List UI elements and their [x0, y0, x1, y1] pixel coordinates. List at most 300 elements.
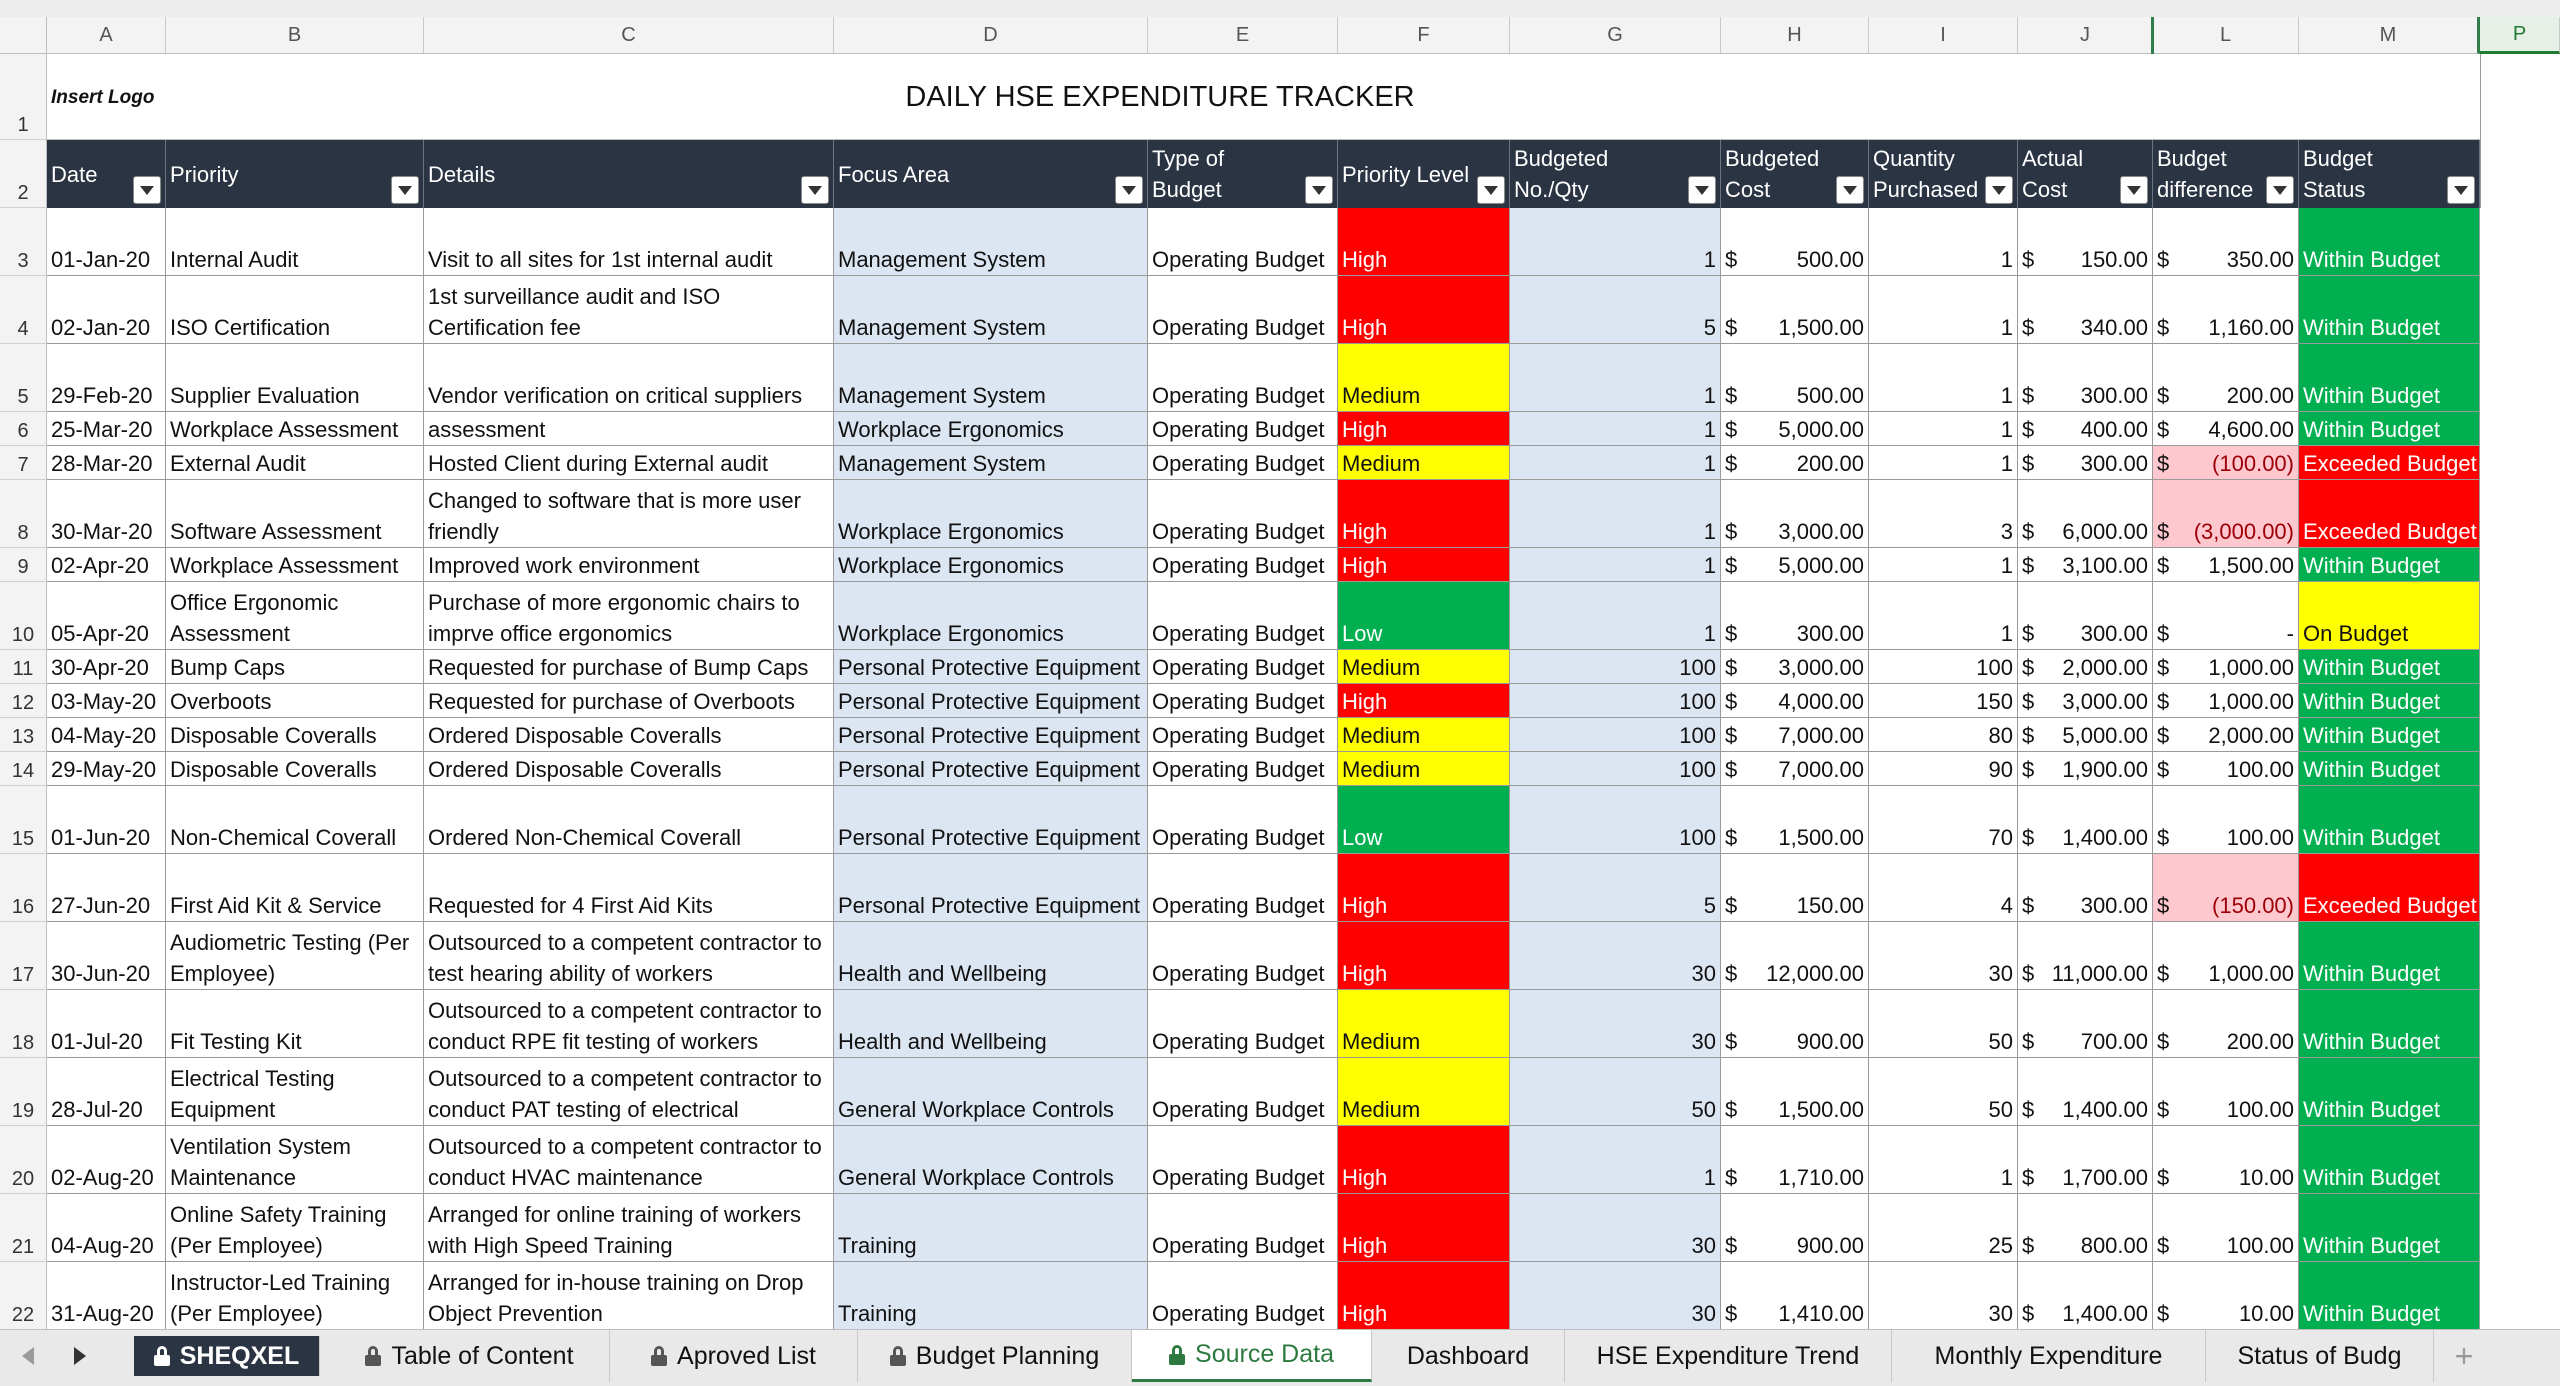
focus-area-cell[interactable]: Health and Wellbeing — [834, 922, 1148, 990]
budgeted-qty-cell[interactable]: 100 — [1510, 752, 1721, 786]
filter-dropdown-icon[interactable] — [1477, 176, 1505, 204]
date-cell[interactable]: 25-Mar-20 — [47, 412, 166, 446]
priority-level-cell[interactable]: Low — [1338, 786, 1510, 854]
priority-cell[interactable]: First Aid Kit & Service — [166, 854, 424, 922]
budgeted-cost-cell[interactable] — [1721, 1058, 1869, 1126]
budgeted-qty-cell[interactable]: 1 — [1510, 208, 1721, 276]
budgeted-qty-cell[interactable]: 1 — [1510, 1126, 1721, 1194]
column-header-priority[interactable] — [166, 140, 424, 208]
budgeted-qty-cell[interactable]: 30 — [1510, 922, 1721, 990]
budgeted-qty-cell[interactable]: 100 — [1510, 786, 1721, 854]
budgeted-cost-cell[interactable] — [1721, 684, 1869, 718]
column-header-p[interactable]: P — [2480, 17, 2560, 54]
budget-type-cell[interactable]: Operating Budget — [1148, 684, 1338, 718]
budgeted-cost-cell[interactable] — [1721, 276, 1869, 344]
quantity-purchased-cell[interactable]: 1 — [1869, 1126, 2018, 1194]
budgeted-cost-cell[interactable] — [1721, 922, 1869, 990]
budgeted-qty-cell[interactable]: 30 — [1510, 1262, 1721, 1329]
details-cell[interactable]: Outsourced to a competent contractor to conduct HVAC maintenance — [424, 1126, 834, 1194]
row-header[interactable]: 16 — [0, 854, 47, 922]
budgeted-qty-cell[interactable]: 5 — [1510, 854, 1721, 922]
priority-cell[interactable]: Overboots — [166, 684, 424, 718]
sheet-tab-sheqxel[interactable] — [134, 1336, 320, 1376]
budget-difference-cell[interactable] — [2153, 480, 2299, 548]
budget-type-cell[interactable]: Operating Budget — [1148, 446, 1338, 480]
focus-area-cell[interactable]: Personal Protective Equipment — [834, 718, 1148, 752]
actual-cost-cell[interactable] — [2018, 650, 2153, 684]
column-header-budgeted-no-qty[interactable] — [1510, 140, 1721, 208]
quantity-purchased-cell[interactable]: 1 — [1869, 276, 2018, 344]
quantity-purchased-cell[interactable]: 90 — [1869, 752, 2018, 786]
date-cell[interactable]: 03-May-20 — [47, 684, 166, 718]
priority-level-cell[interactable]: High — [1338, 1262, 1510, 1329]
budget-type-cell[interactable]: Operating Budget — [1148, 582, 1338, 650]
budgeted-cost-cell[interactable] — [1721, 344, 1869, 412]
filter-dropdown-icon[interactable] — [1985, 176, 2013, 204]
budget-status-cell[interactable]: Exceeded Budget — [2299, 480, 2480, 548]
column-header-i[interactable]: I — [1869, 17, 2018, 54]
date-cell[interactable]: 30-Mar-20 — [47, 480, 166, 548]
column-header-quantity-purchased[interactable] — [1869, 140, 2018, 208]
budgeted-cost-cell[interactable] — [1721, 854, 1869, 922]
budget-difference-cell[interactable] — [2153, 276, 2299, 344]
budget-difference-cell[interactable] — [2153, 684, 2299, 718]
budget-difference-cell[interactable] — [2153, 344, 2299, 412]
actual-cost-cell[interactable] — [2018, 412, 2153, 446]
priority-cell[interactable]: Disposable Coveralls — [166, 752, 424, 786]
date-cell[interactable]: 30-Jun-20 — [47, 922, 166, 990]
sheet-tab-table-of-content[interactable] — [330, 1330, 610, 1382]
focus-area-cell[interactable]: Training — [834, 1262, 1148, 1329]
row-header[interactable]: 12 — [0, 684, 47, 718]
priority-level-cell[interactable]: High — [1338, 1194, 1510, 1262]
details-cell[interactable]: Improved work environment — [424, 548, 834, 582]
priority-level-cell[interactable]: High — [1338, 548, 1510, 582]
column-header-b[interactable]: B — [166, 17, 424, 54]
priority-cell[interactable]: Office Ergonomic Assessment — [166, 582, 424, 650]
budget-difference-cell[interactable] — [2153, 854, 2299, 922]
actual-cost-cell[interactable] — [2018, 752, 2153, 786]
budget-status-cell[interactable]: Within Budget — [2299, 344, 2480, 412]
quantity-purchased-cell[interactable]: 70 — [1869, 786, 2018, 854]
row-header[interactable]: 8 — [0, 480, 47, 548]
actual-cost-cell[interactable] — [2018, 854, 2153, 922]
budget-status-cell[interactable]: Within Budget — [2299, 1058, 2480, 1126]
details-cell[interactable]: Hosted Client during External audit — [424, 446, 834, 480]
priority-level-cell[interactable]: High — [1338, 412, 1510, 446]
row-header[interactable]: 13 — [0, 718, 47, 752]
budget-type-cell[interactable]: Operating Budget — [1148, 786, 1338, 854]
priority-cell[interactable]: Instructor-Led Training (Per Employee) — [166, 1262, 424, 1329]
column-header-details[interactable] — [424, 140, 834, 208]
row-header[interactable]: 20 — [0, 1126, 47, 1194]
budget-status-cell[interactable]: Within Budget — [2299, 548, 2480, 582]
sheet-tab-budget-planning[interactable] — [858, 1330, 1132, 1382]
column-header-l[interactable]: L — [2153, 17, 2299, 54]
budget-difference-cell[interactable] — [2153, 1262, 2299, 1329]
priority-level-cell[interactable]: High — [1338, 480, 1510, 548]
column-header-type-of-budget[interactable] — [1148, 140, 1338, 208]
focus-area-cell[interactable]: Management System — [834, 276, 1148, 344]
row-header[interactable]: 14 — [0, 752, 47, 786]
priority-cell[interactable]: Audiometric Testing (Per Employee) — [166, 922, 424, 990]
details-cell[interactable]: 1st surveillance audit and ISO Certification fee — [424, 276, 834, 344]
priority-level-cell[interactable]: Medium — [1338, 344, 1510, 412]
actual-cost-cell[interactable] — [2018, 990, 2153, 1058]
budget-difference-cell[interactable] — [2153, 582, 2299, 650]
focus-area-cell[interactable]: Personal Protective Equipment — [834, 684, 1148, 718]
budget-type-cell[interactable]: Operating Budget — [1148, 1058, 1338, 1126]
date-cell[interactable]: 27-Jun-20 — [47, 854, 166, 922]
budgeted-qty-cell[interactable]: 1 — [1510, 480, 1721, 548]
column-header-f[interactable]: F — [1338, 17, 1510, 54]
quantity-purchased-cell[interactable]: 4 — [1869, 854, 2018, 922]
focus-area-cell[interactable]: Health and Wellbeing — [834, 990, 1148, 1058]
column-header-actual-cost[interactable] — [2018, 140, 2153, 208]
budget-difference-cell[interactable] — [2153, 990, 2299, 1058]
column-header-d[interactable]: D — [834, 17, 1148, 54]
focus-area-cell[interactable]: General Workplace Controls — [834, 1126, 1148, 1194]
actual-cost-cell[interactable] — [2018, 922, 2153, 990]
budget-type-cell[interactable]: Operating Budget — [1148, 854, 1338, 922]
sheet-tab-hse-expenditure-trend[interactable] — [1565, 1330, 1892, 1382]
budget-status-cell[interactable]: Within Budget — [2299, 276, 2480, 344]
focus-area-cell[interactable]: Management System — [834, 344, 1148, 412]
budget-type-cell[interactable]: Operating Budget — [1148, 990, 1338, 1058]
budget-difference-cell[interactable] — [2153, 786, 2299, 854]
filter-dropdown-icon[interactable] — [2120, 176, 2148, 204]
quantity-purchased-cell[interactable]: 1 — [1869, 548, 2018, 582]
filter-dropdown-icon[interactable] — [801, 176, 829, 204]
priority-level-cell[interactable]: High — [1338, 854, 1510, 922]
row-header[interactable]: 21 — [0, 1194, 47, 1262]
budget-status-cell[interactable]: Within Budget — [2299, 412, 2480, 446]
budget-type-cell[interactable]: Operating Budget — [1148, 412, 1338, 446]
focus-area-cell[interactable]: Personal Protective Equipment — [834, 854, 1148, 922]
prev-sheet-arrow-icon[interactable] — [22, 1347, 34, 1365]
row-header[interactable]: 15 — [0, 786, 47, 854]
budget-status-cell[interactable]: Within Budget — [2299, 718, 2480, 752]
priority-level-cell[interactable]: Medium — [1338, 990, 1510, 1058]
actual-cost-cell[interactable] — [2018, 446, 2153, 480]
priority-cell[interactable]: Workplace Assessment — [166, 548, 424, 582]
priority-cell[interactable]: Online Safety Training (Per Employee) — [166, 1194, 424, 1262]
actual-cost-cell[interactable] — [2018, 582, 2153, 650]
priority-level-cell[interactable]: High — [1338, 1126, 1510, 1194]
priority-cell[interactable]: Fit Testing Kit — [166, 990, 424, 1058]
date-cell[interactable]: 31-Aug-20 — [47, 1262, 166, 1329]
date-cell[interactable]: 01-Jun-20 — [47, 786, 166, 854]
budgeted-cost-cell[interactable] — [1721, 650, 1869, 684]
priority-cell[interactable]: Internal Audit — [166, 208, 424, 276]
quantity-purchased-cell[interactable]: 1 — [1869, 582, 2018, 650]
quantity-purchased-cell[interactable]: 25 — [1869, 1194, 2018, 1262]
date-cell[interactable]: 01-Jan-20 — [47, 208, 166, 276]
budget-difference-cell[interactable] — [2153, 922, 2299, 990]
column-header-a[interactable]: A — [47, 17, 166, 54]
row-header[interactable]: 10 — [0, 582, 47, 650]
budgeted-qty-cell[interactable]: 30 — [1510, 990, 1721, 1058]
row-header[interactable]: 7 — [0, 446, 47, 480]
date-cell[interactable]: 04-May-20 — [47, 718, 166, 752]
priority-level-cell[interactable]: High — [1338, 276, 1510, 344]
row-header[interactable]: 3 — [0, 208, 47, 276]
column-header-budget-difference[interactable] — [2153, 140, 2299, 208]
focus-area-cell[interactable]: Personal Protective Equipment — [834, 786, 1148, 854]
budgeted-qty-cell[interactable]: 1 — [1510, 446, 1721, 480]
focus-area-cell[interactable]: Workplace Ergonomics — [834, 582, 1148, 650]
column-header-e[interactable]: E — [1148, 17, 1338, 54]
budget-difference-cell[interactable] — [2153, 208, 2299, 276]
budget-difference-cell[interactable] — [2153, 752, 2299, 786]
budget-type-cell[interactable]: Operating Budget — [1148, 1126, 1338, 1194]
date-cell[interactable]: 30-Apr-20 — [47, 650, 166, 684]
priority-cell[interactable]: Software Assessment — [166, 480, 424, 548]
budget-status-cell[interactable]: Exceeded Budget — [2299, 854, 2480, 922]
quantity-purchased-cell[interactable]: 1 — [1869, 446, 2018, 480]
budget-type-cell[interactable]: Operating Budget — [1148, 718, 1338, 752]
budgeted-cost-cell[interactable] — [1721, 718, 1869, 752]
budget-difference-cell[interactable] — [2153, 412, 2299, 446]
budget-status-cell[interactable]: Within Budget — [2299, 1126, 2480, 1194]
budget-difference-cell[interactable] — [2153, 446, 2299, 480]
date-cell[interactable]: 01-Jul-20 — [47, 990, 166, 1058]
details-cell[interactable]: Purchase of more ergonomic chairs to imprve office ergonomics — [424, 582, 834, 650]
budgeted-qty-cell[interactable]: 100 — [1510, 684, 1721, 718]
priority-level-cell[interactable]: High — [1338, 684, 1510, 718]
priority-level-cell[interactable]: Medium — [1338, 446, 1510, 480]
priority-cell[interactable]: Disposable Coveralls — [166, 718, 424, 752]
filter-dropdown-icon[interactable] — [1688, 176, 1716, 204]
actual-cost-cell[interactable] — [2018, 344, 2153, 412]
budgeted-qty-cell[interactable]: 5 — [1510, 276, 1721, 344]
details-cell[interactable]: Changed to software that is more user friendly — [424, 480, 834, 548]
budgeted-cost-cell[interactable] — [1721, 412, 1869, 446]
budget-difference-cell[interactable] — [2153, 1194, 2299, 1262]
row-header[interactable]: 19 — [0, 1058, 47, 1126]
column-header-j[interactable]: J — [2018, 17, 2153, 54]
details-cell[interactable]: assessment — [424, 412, 834, 446]
budgeted-cost-cell[interactable] — [1721, 1194, 1869, 1262]
details-cell[interactable]: Ordered Disposable Coveralls — [424, 752, 834, 786]
budget-type-cell[interactable]: Operating Budget — [1148, 208, 1338, 276]
quantity-purchased-cell[interactable]: 1 — [1869, 208, 2018, 276]
column-header-g[interactable]: G — [1510, 17, 1721, 54]
budgeted-cost-cell[interactable] — [1721, 480, 1869, 548]
actual-cost-cell[interactable] — [2018, 480, 2153, 548]
details-cell[interactable]: Requested for purchase of Overboots — [424, 684, 834, 718]
priority-level-cell[interactable]: High — [1338, 208, 1510, 276]
focus-area-cell[interactable]: Management System — [834, 446, 1148, 480]
actual-cost-cell[interactable] — [2018, 208, 2153, 276]
priority-cell[interactable]: ISO Certification — [166, 276, 424, 344]
priority-level-cell[interactable]: High — [1338, 922, 1510, 990]
priority-level-cell[interactable]: Medium — [1338, 1058, 1510, 1126]
budgeted-cost-cell[interactable] — [1721, 446, 1869, 480]
budgeted-qty-cell[interactable]: 100 — [1510, 718, 1721, 752]
quantity-purchased-cell[interactable]: 30 — [1869, 922, 2018, 990]
budget-type-cell[interactable]: Operating Budget — [1148, 480, 1338, 548]
budget-difference-cell[interactable] — [2153, 1058, 2299, 1126]
column-header-c[interactable]: C — [424, 17, 834, 54]
filter-dropdown-icon[interactable] — [2266, 176, 2294, 204]
budget-difference-cell[interactable] — [2153, 1126, 2299, 1194]
priority-level-cell[interactable]: Medium — [1338, 650, 1510, 684]
budgeted-qty-cell[interactable]: 100 — [1510, 650, 1721, 684]
focus-area-cell[interactable]: Workplace Ergonomics — [834, 480, 1148, 548]
details-cell[interactable]: Requested for 4 First Aid Kits — [424, 854, 834, 922]
actual-cost-cell[interactable] — [2018, 786, 2153, 854]
sheet-tab-status-of-budg[interactable] — [2206, 1330, 2434, 1382]
column-header-focus-area[interactable] — [834, 140, 1148, 208]
budget-type-cell[interactable]: Operating Budget — [1148, 344, 1338, 412]
budgeted-qty-cell[interactable]: 30 — [1510, 1194, 1721, 1262]
quantity-purchased-cell[interactable]: 1 — [1869, 412, 2018, 446]
filter-dropdown-icon[interactable] — [2447, 176, 2475, 204]
sheet-tab-dashboard[interactable] — [1372, 1330, 1565, 1382]
budgeted-cost-cell[interactable] — [1721, 1126, 1869, 1194]
budget-status-cell[interactable]: Within Budget — [2299, 650, 2480, 684]
date-cell[interactable]: 02-Aug-20 — [47, 1126, 166, 1194]
actual-cost-cell[interactable] — [2018, 684, 2153, 718]
column-header-priority-level[interactable] — [1338, 140, 1510, 208]
details-cell[interactable]: Vendor verification on critical suppliers — [424, 344, 834, 412]
details-cell[interactable]: Ordered Non-Chemical Coverall — [424, 786, 834, 854]
priority-level-cell[interactable]: Medium — [1338, 718, 1510, 752]
priority-cell[interactable]: Bump Caps — [166, 650, 424, 684]
row-header[interactable]: 2 — [0, 140, 47, 208]
quantity-purchased-cell[interactable]: 50 — [1869, 990, 2018, 1058]
date-cell[interactable]: 02-Jan-20 — [47, 276, 166, 344]
actual-cost-cell[interactable] — [2018, 718, 2153, 752]
budget-type-cell[interactable]: Operating Budget — [1148, 650, 1338, 684]
quantity-purchased-cell[interactable]: 150 — [1869, 684, 2018, 718]
next-sheet-arrow-icon[interactable] — [74, 1347, 86, 1365]
filter-dropdown-icon[interactable] — [1305, 176, 1333, 204]
budgeted-cost-cell[interactable] — [1721, 208, 1869, 276]
details-cell[interactable]: Visit to all sites for 1st internal audit — [424, 208, 834, 276]
sheet-tab-monthly-expenditure[interactable] — [1892, 1330, 2206, 1382]
budget-type-cell[interactable]: Operating Budget — [1148, 752, 1338, 786]
budgeted-cost-cell[interactable] — [1721, 786, 1869, 854]
budgeted-qty-cell[interactable]: 1 — [1510, 582, 1721, 650]
budget-difference-cell[interactable] — [2153, 650, 2299, 684]
budget-difference-cell[interactable] — [2153, 718, 2299, 752]
details-cell[interactable]: Ordered Disposable Coveralls — [424, 718, 834, 752]
row-header[interactable]: 6 — [0, 412, 47, 446]
row-header[interactable]: 17 — [0, 922, 47, 990]
quantity-purchased-cell[interactable]: 50 — [1869, 1058, 2018, 1126]
priority-level-cell[interactable]: Medium — [1338, 752, 1510, 786]
column-header-h[interactable]: H — [1721, 17, 1869, 54]
budget-status-cell[interactable]: On Budget — [2299, 582, 2480, 650]
budget-type-cell[interactable]: Operating Budget — [1148, 548, 1338, 582]
budget-status-cell[interactable]: Within Budget — [2299, 1194, 2480, 1262]
budget-status-cell[interactable]: Within Budget — [2299, 786, 2480, 854]
filter-dropdown-icon[interactable] — [133, 176, 161, 204]
focus-area-cell[interactable]: General Workplace Controls — [834, 1058, 1148, 1126]
details-cell[interactable]: Arranged for online training of workers with High Speed Training — [424, 1194, 834, 1262]
filter-dropdown-icon[interactable] — [391, 176, 419, 204]
date-cell[interactable]: 05-Apr-20 — [47, 582, 166, 650]
budget-status-cell[interactable]: Within Budget — [2299, 990, 2480, 1058]
row-header[interactable]: 9 — [0, 548, 47, 582]
priority-cell[interactable]: Non-Chemical Coverall — [166, 786, 424, 854]
column-header-m[interactable]: M — [2299, 17, 2480, 54]
row-header[interactable]: 1 — [0, 54, 47, 140]
budgeted-qty-cell[interactable]: 50 — [1510, 1058, 1721, 1126]
row-header[interactable]: 5 — [0, 344, 47, 412]
actual-cost-cell[interactable] — [2018, 1058, 2153, 1126]
date-cell[interactable]: 29-Feb-20 — [47, 344, 166, 412]
column-header-date[interactable] — [47, 140, 166, 208]
sheet-tab-aproved-list[interactable] — [610, 1330, 858, 1382]
actual-cost-cell[interactable] — [2018, 1262, 2153, 1329]
budgeted-cost-cell[interactable] — [1721, 548, 1869, 582]
budgeted-cost-cell[interactable] — [1721, 582, 1869, 650]
budget-status-cell[interactable]: Within Budget — [2299, 684, 2480, 718]
budget-status-cell[interactable]: Within Budget — [2299, 1262, 2480, 1329]
details-cell[interactable]: Outsourced to a competent contractor to test hearing ability of workers — [424, 922, 834, 990]
budget-status-cell[interactable]: Within Budget — [2299, 922, 2480, 990]
date-cell[interactable]: 29-May-20 — [47, 752, 166, 786]
budget-type-cell[interactable]: Operating Budget — [1148, 1262, 1338, 1329]
actual-cost-cell[interactable] — [2018, 548, 2153, 582]
date-cell[interactable]: 28-Mar-20 — [47, 446, 166, 480]
details-cell[interactable]: Requested for purchase of Bump Caps — [424, 650, 834, 684]
quantity-purchased-cell[interactable]: 1 — [1869, 344, 2018, 412]
budgeted-cost-cell[interactable] — [1721, 752, 1869, 786]
details-cell[interactable]: Outsourced to a competent contractor to conduct PAT testing of electrical — [424, 1058, 834, 1126]
budget-status-cell[interactable]: Within Budget — [2299, 752, 2480, 786]
actual-cost-cell[interactable] — [2018, 1194, 2153, 1262]
priority-cell[interactable]: Supplier Evaluation — [166, 344, 424, 412]
priority-cell[interactable]: Electrical Testing Equipment — [166, 1058, 424, 1126]
budgeted-cost-cell[interactable] — [1721, 990, 1869, 1058]
quantity-purchased-cell[interactable]: 100 — [1869, 650, 2018, 684]
filter-dropdown-icon[interactable] — [1115, 176, 1143, 204]
priority-cell[interactable]: Workplace Assessment — [166, 412, 424, 446]
date-cell[interactable]: 02-Apr-20 — [47, 548, 166, 582]
priority-cell[interactable]: Ventilation System Maintenance — [166, 1126, 424, 1194]
select-all-corner[interactable] — [0, 17, 47, 54]
budgeted-qty-cell[interactable]: 1 — [1510, 412, 1721, 446]
budget-type-cell[interactable]: Operating Budget — [1148, 276, 1338, 344]
budget-type-cell[interactable]: Operating Budget — [1148, 1194, 1338, 1262]
filter-dropdown-icon[interactable] — [1836, 176, 1864, 204]
quantity-purchased-cell[interactable]: 3 — [1869, 480, 2018, 548]
priority-cell[interactable]: External Audit — [166, 446, 424, 480]
date-cell[interactable]: 28-Jul-20 — [47, 1058, 166, 1126]
budget-status-cell[interactable]: Within Budget — [2299, 208, 2480, 276]
focus-area-cell[interactable]: Training — [834, 1194, 1148, 1262]
quantity-purchased-cell[interactable]: 80 — [1869, 718, 2018, 752]
date-cell[interactable]: 04-Aug-20 — [47, 1194, 166, 1262]
details-cell[interactable]: Outsourced to a competent contractor to conduct RPE fit testing of workers — [424, 990, 834, 1058]
actual-cost-cell[interactable] — [2018, 276, 2153, 344]
focus-area-cell[interactable]: Personal Protective Equipment — [834, 752, 1148, 786]
budgeted-cost-cell[interactable] — [1721, 1262, 1869, 1329]
budgeted-qty-cell[interactable]: 1 — [1510, 548, 1721, 582]
quantity-purchased-cell[interactable]: 30 — [1869, 1262, 2018, 1329]
focus-area-cell[interactable]: Workplace Ergonomics — [834, 412, 1148, 446]
focus-area-cell[interactable]: Personal Protective Equipment — [834, 650, 1148, 684]
focus-area-cell[interactable]: Management System — [834, 208, 1148, 276]
add-sheet-button[interactable]: + — [2454, 1337, 2474, 1374]
column-header-budget-status[interactable] — [2299, 140, 2480, 208]
row-header[interactable]: 22 — [0, 1262, 47, 1329]
row-header[interactable]: 18 — [0, 990, 47, 1058]
